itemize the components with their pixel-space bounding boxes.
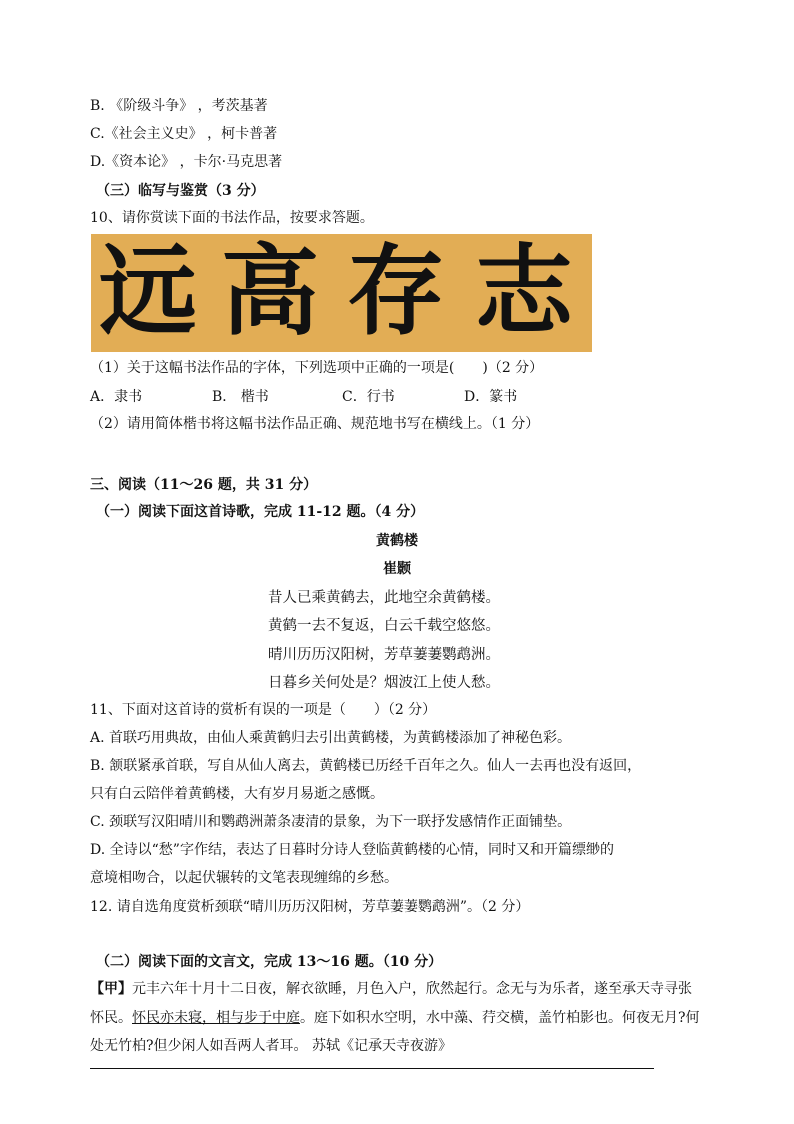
poem-section-title: （一）阅读下面这首诗歌，完成 11-12 题。（4 分） bbox=[96, 504, 425, 520]
calligraphy-char-4: 志 bbox=[475, 234, 574, 349]
calligraphy-image bbox=[91, 234, 592, 352]
classical-line-2 bbox=[90, 1008, 700, 1028]
classical-line-1 bbox=[90, 979, 692, 999]
classical-line-2-rest: 。庭下如积水空明，水中藻、荇交横，盖竹柏影也。何夜无月?何 bbox=[300, 1010, 700, 1026]
answer-rule bbox=[90, 1068, 654, 1069]
q10-options bbox=[90, 387, 517, 407]
classical-label: 【甲】 bbox=[90, 981, 132, 997]
classical-underlined-sentence: 怀民亦未寝，相与步于中庭 bbox=[132, 1010, 300, 1026]
part-3-title: 三、阅读（11～26 题，共 31 分） bbox=[90, 477, 318, 493]
q11-option-b-line2: 只有白云陪伴着黄鹤楼，大有岁月易逝之感慨。 bbox=[90, 786, 384, 802]
option-b-prev: B. 《阶级斗争》 ，考茨基著 bbox=[90, 98, 268, 114]
calligraphy-char-1: 远 bbox=[99, 234, 198, 349]
q10-option-d: D．篆书 bbox=[464, 389, 518, 405]
section-3-title: （三）临写与鉴赏（3 分） bbox=[96, 183, 265, 199]
classical-section-title: （二）阅读下面的文言文，完成 13～16 题。（10 分） bbox=[96, 954, 443, 970]
option-c-prev: C.《社会主义史》 ，柯卡普著 bbox=[90, 126, 278, 142]
q11-option-d-line2: 意境相吻合，以起伏辗转的文笔表现缠绵的乡愁。 bbox=[90, 870, 398, 886]
q10-option-a: A．隶书 bbox=[90, 389, 143, 405]
q11-option-c: C. 颈联写汉阳晴川和鹦鹉洲萧条凄清的景象，为下一联抒发感情作正面铺垫。 bbox=[90, 814, 572, 830]
q11-option-b-line1: B. 颔联紧承首联，写自从仙人离去，黄鹤楼已历经千百年之久。仙人一去再也没有返回， bbox=[90, 758, 642, 774]
q11-option-d-line1: D. 全诗以“愁”字作结，表达了日暮时分诗人登临黄鹤楼的心情，同时又和开篇缥缈的 bbox=[90, 842, 614, 858]
q12-prompt: 12. 请自选角度赏析颈联“晴川历历汉阳树，芳草萋萋鹦鹉洲”。（2 分） bbox=[90, 899, 530, 915]
q10-prompt: 10、请你赏读下面的书法作品，按要求答题。 bbox=[90, 210, 374, 226]
poem-line-3: 晴川历历汉阳树，芳草萋萋鹦鹉洲。 bbox=[268, 647, 500, 663]
classical-line-2-start: 怀民。 bbox=[90, 1010, 132, 1026]
q10-option-b: B． 楷书 bbox=[212, 389, 269, 405]
poem-line-4: 日暮乡关何处是？烟波江上使人愁。 bbox=[268, 675, 500, 691]
q11-prompt: 11、下面对这首诗的赏析有误的一项是（ ）（2 分） bbox=[90, 702, 437, 718]
q10-sub2: （2）请用简体楷书将这幅书法作品正确、规范地书写在横线上。（1 分） bbox=[90, 416, 540, 432]
poem-line-1: 昔人已乘黄鹤去，此地空余黄鹤楼。 bbox=[268, 590, 500, 606]
calligraphy-char-3: 存 bbox=[347, 234, 446, 349]
poem-author: 崔颢 bbox=[383, 561, 411, 577]
classical-line-3: 处无竹柏?但少闲人如吾两人者耳。 苏轼《记承天寺夜游》 bbox=[90, 1038, 452, 1054]
calligraphy-char-2: 高 bbox=[221, 234, 320, 349]
option-d-prev: D.《资本论》 ，卡尔·马克思著 bbox=[90, 154, 283, 170]
q10-sub1: （1）关于这幅书法作品的字体，下列选项中正确的一项是( )（2 分） bbox=[90, 360, 544, 376]
poem-title: 黄鹤楼 bbox=[376, 533, 418, 549]
classical-line-1-text: 元丰六年十月十二日夜，解衣欲睡，月色入户，欣然起行。念无与为乐者，遂至承天寺寻张 bbox=[132, 981, 692, 997]
q11-option-a: A. 首联巧用典故，由仙人乘黄鹤归去引出黄鹤楼，为黄鹤楼添加了神秘色彩。 bbox=[90, 730, 572, 746]
poem-line-2: 黄鹤一去不复返，白云千载空悠悠。 bbox=[268, 618, 500, 634]
q10-option-c: C．行书 bbox=[342, 389, 395, 405]
